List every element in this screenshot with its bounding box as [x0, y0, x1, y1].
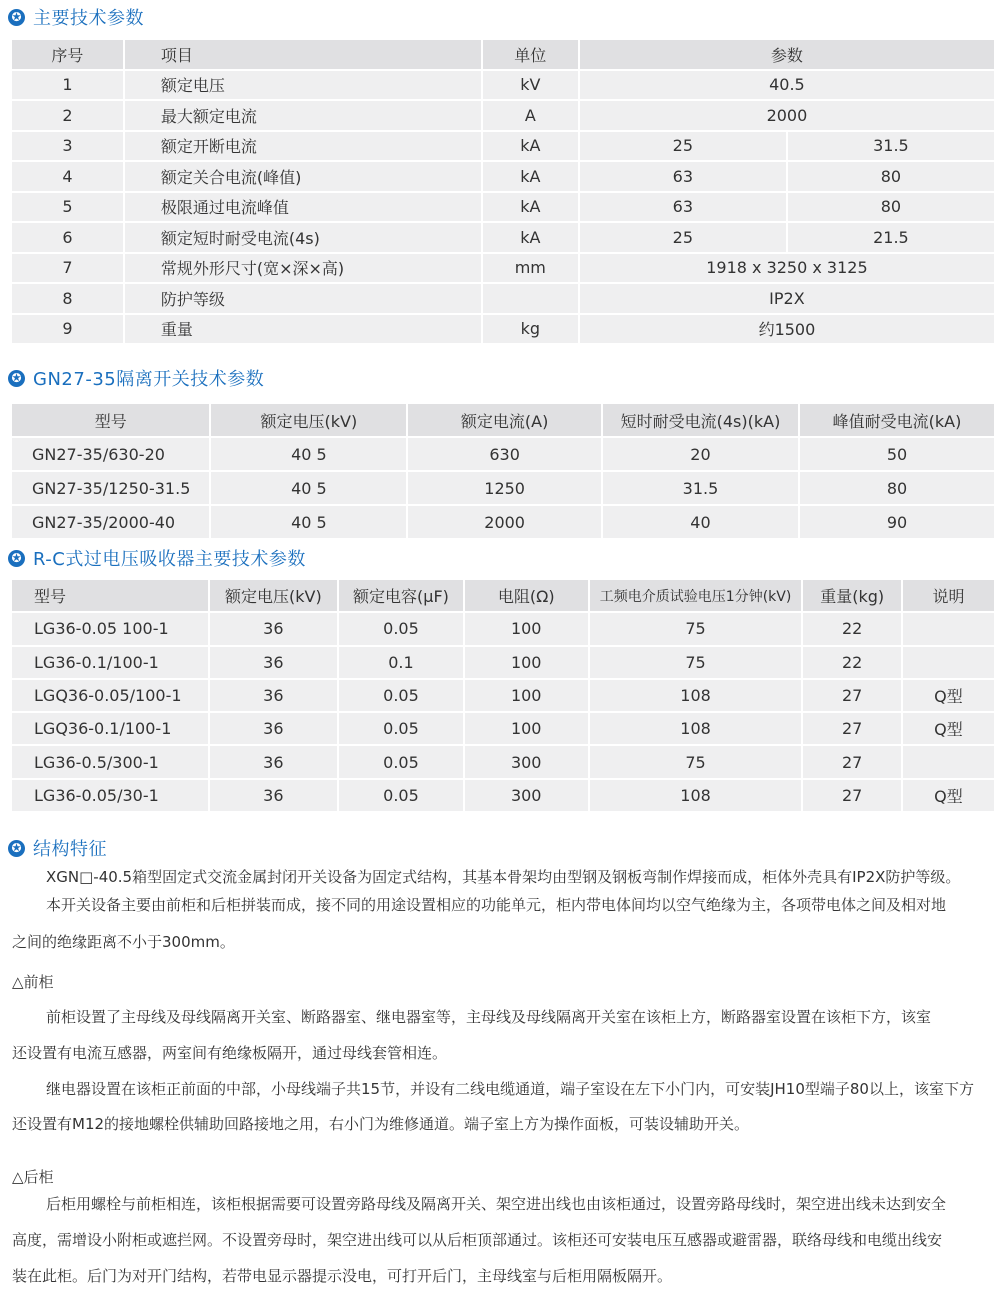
cell-item: 额定关合电流(峰值): [125, 162, 481, 191]
header-cell: 型号: [12, 404, 209, 436]
header-cell: 额定电压(kV): [210, 580, 338, 611]
header-cell: 峰值耐受电流(kA): [800, 404, 994, 436]
cell: 36: [210, 713, 338, 744]
cell-value-1: 25: [580, 223, 786, 252]
cell: 40 5: [211, 472, 406, 504]
header-cell: 额定电流(A): [408, 404, 601, 436]
cell: 300: [465, 780, 588, 811]
header-cell: 项目: [125, 40, 481, 69]
table-row: [12, 746, 994, 777]
cell-value: IP2X: [580, 284, 994, 313]
cell-no: 9: [12, 315, 123, 344]
cell-value: 2000: [580, 101, 994, 130]
table-row: [12, 506, 994, 538]
cell-value-1: 25: [580, 132, 786, 161]
table-header-row: [12, 580, 994, 611]
subheading-front-cabinet: △前柜: [12, 973, 54, 991]
header-cell: 工频电介质试验电压1分钟(kV): [590, 580, 802, 611]
main-params-table: [10, 38, 995, 345]
cell: [903, 647, 994, 678]
cell: 36: [210, 613, 338, 644]
cell: 36: [210, 780, 338, 811]
cell-model: GN27-35/2000-40: [12, 506, 209, 538]
cell-no: 1: [12, 71, 123, 100]
cell-item: 常规外形尺寸(宽×深×高): [125, 254, 481, 283]
cell-unit: [483, 284, 578, 313]
table-row: [12, 193, 994, 222]
cell: 100: [465, 647, 588, 678]
cell-value-2: 80: [788, 162, 994, 191]
cell: 630: [408, 438, 601, 470]
cell-model: LGQ36-0.1/100-1: [12, 713, 208, 744]
section-heading-main-params: [8, 3, 144, 31]
cell: 40: [603, 506, 798, 538]
cell-value-2: 80: [788, 193, 994, 222]
cell-item: 额定电压: [125, 71, 481, 100]
table-row: [12, 223, 994, 252]
table-header-row: [12, 404, 994, 436]
paragraph-line: 后柜用螺栓与前柜相连，该柜根据需要可设置旁路母线及隔离开关、架空进出线也由该柜通过，设置旁路母线时，架空进出线未达到安全: [46, 1195, 947, 1213]
cell-model: LG36-0.5/300-1: [12, 746, 208, 777]
cell-item: 额定开断电流: [125, 132, 481, 161]
rc-absorber-table: [10, 578, 995, 813]
paragraph-line: 本开关设备主要由前柜和后柜拼装而成，接不同的用途设置相应的功能单元，柜内带电体间均以空气绝缘为主，各项带电体之间及相对地: [46, 896, 947, 914]
cell: 108: [590, 780, 802, 811]
cell: Q型: [903, 780, 994, 811]
paragraph-line: 继电器设置在该柜正前面的中部，小母线端子共15节，并设有二线电缆通道，端子室设在左下小门内，可安装JH10型端子80以上，该室下方: [46, 1080, 974, 1098]
cell: 0.05: [339, 780, 463, 811]
cell: 80: [800, 472, 994, 504]
cell-item: 额定短时耐受电流(4s): [125, 223, 481, 252]
cell: 40 5: [211, 506, 406, 538]
paragraph-line: 高度，需增设小附柜或遮拦网。不设置旁母时，架空进出线可以从后柜顶部通过。该柜还可安装电压互感器或避雷器，联络母线和电缆出线安: [12, 1231, 943, 1249]
table-row: [12, 613, 994, 644]
section-heading-rc-absorber: [8, 544, 306, 572]
cell: 100: [465, 613, 588, 644]
cell: 75: [590, 746, 802, 777]
cell: 90: [800, 506, 994, 538]
cell: [903, 613, 994, 644]
cell-model: LG36-0.05/30-1: [12, 780, 208, 811]
cell-no: 5: [12, 193, 123, 222]
header-cell: 额定电容(μF): [339, 580, 463, 611]
cell-no: 2: [12, 101, 123, 130]
cell: 31.5: [603, 472, 798, 504]
section-title: 结构特征: [33, 839, 107, 860]
cell-no: 8: [12, 284, 123, 313]
cell-value: 约1500: [580, 315, 994, 344]
paragraph-line: 之间的绝缘距离不小于300mm。: [12, 933, 235, 951]
cell-model: GN27-35/630-20: [12, 438, 209, 470]
cell: 40 5: [211, 438, 406, 470]
cell-model: GN27-35/1250-31.5: [12, 472, 209, 504]
cell-unit: A: [483, 101, 578, 130]
paragraph-line: 还设置有电流互感器，两室间有绝缘板隔开，通过母线套管相连。: [12, 1044, 448, 1062]
section-title: GN27-35隔离开关技术参数: [33, 369, 265, 390]
paragraph-line: 还设置有M12的接地螺栓供辅助回路接地之用，右小门为维修通道。端子室上方为操作面板，可装设辅助开关。: [12, 1115, 750, 1133]
cell-item: 极限通过电流峰值: [125, 193, 481, 222]
cell-unit: mm: [483, 254, 578, 283]
cell: 36: [210, 647, 338, 678]
cell-no: 3: [12, 132, 123, 161]
table-row: [12, 284, 994, 313]
header-cell: 额定电压(kV): [211, 404, 406, 436]
cell-model: LG36-0.1/100-1: [12, 647, 208, 678]
cell: [903, 746, 994, 777]
section-heading-gn27: [8, 364, 264, 392]
table-row: [12, 315, 994, 344]
cell-unit: kA: [483, 223, 578, 252]
star-icon: ✪: [8, 370, 25, 387]
table-row: [12, 101, 994, 130]
cell: 36: [210, 746, 338, 777]
table-row: [12, 71, 994, 100]
table-header-row: [12, 40, 994, 69]
star-icon: ✪: [8, 840, 25, 857]
cell-no: 6: [12, 223, 123, 252]
cell-value-2: 31.5: [788, 132, 994, 161]
cell: 300: [465, 746, 588, 777]
star-icon: ✪: [8, 9, 25, 26]
cell: 108: [590, 680, 802, 711]
cell-no: 4: [12, 162, 123, 191]
paragraph-intro: XGN□-40.5箱型固定式交流金属封闭开关设备为固定式结构，其基本骨架均由型钢及钢板弯制作焊接而成，柜体外壳具有IP2X防护等级。: [46, 868, 961, 886]
cell: 22: [803, 647, 901, 678]
header-cell: 重量(kg): [803, 580, 901, 611]
cell: 20: [603, 438, 798, 470]
subheading-rear-cabinet: △后柜: [12, 1168, 54, 1186]
cell: 36: [210, 680, 338, 711]
table-row: [12, 647, 994, 678]
cell-model: LG36-0.05 100-1: [12, 613, 208, 644]
cell-item: 重量: [125, 315, 481, 344]
table-row: [12, 438, 994, 470]
header-cell: 说明: [903, 580, 994, 611]
cell: 100: [465, 713, 588, 744]
gn27-params-table: [10, 402, 995, 540]
table-row: [12, 713, 994, 744]
cell: 50: [800, 438, 994, 470]
section-title: 主要技术参数: [33, 8, 144, 29]
cell-item: 最大额定电流: [125, 101, 481, 130]
cell: Q型: [903, 713, 994, 744]
header-cell: 型号: [12, 580, 208, 611]
paragraph-line: 装在此柜。后门为对开门结构，若带电显示器提示没电，可打开后门，主母线室与后柜用隔板隔开。: [12, 1267, 673, 1285]
cell: 100: [465, 680, 588, 711]
cell-unit: kV: [483, 71, 578, 100]
cell: Q型: [903, 680, 994, 711]
table-row: [12, 132, 994, 161]
cell: 0.05: [339, 613, 463, 644]
cell: 0.05: [339, 680, 463, 711]
header-cell: 单位: [483, 40, 578, 69]
cell: 0.05: [339, 746, 463, 777]
cell: 75: [590, 613, 802, 644]
cell-unit: kA: [483, 193, 578, 222]
cell: 27: [803, 713, 901, 744]
cell-unit: kg: [483, 315, 578, 344]
cell-item: 防护等级: [125, 284, 481, 313]
paragraph-line: 前柜设置了主母线及母线隔离开关室、断路器室、继电器室等，主母线及母线隔离开关室在该柜上方，断路器室设置在该柜下方，该室: [46, 1008, 932, 1026]
cell: 27: [803, 780, 901, 811]
cell: 27: [803, 746, 901, 777]
table-row: [12, 254, 994, 283]
header-cell: 电阻(Ω): [465, 580, 588, 611]
cell-value: 1918 x 3250 x 3125: [580, 254, 994, 283]
section-heading-structure: [8, 834, 107, 862]
cell-value-1: 63: [580, 162, 786, 191]
cell: 0.1: [339, 647, 463, 678]
cell-value: 40.5: [580, 71, 994, 100]
star-icon: ✪: [8, 550, 25, 567]
table-row: [12, 680, 994, 711]
table-row: [12, 162, 994, 191]
header-cell: 参数: [580, 40, 994, 69]
cell: 27: [803, 680, 901, 711]
cell-value-2: 21.5: [788, 223, 994, 252]
table-row: [12, 780, 994, 811]
cell-no: 7: [12, 254, 123, 283]
cell: 0.05: [339, 713, 463, 744]
cell-unit: kA: [483, 132, 578, 161]
cell: 1250: [408, 472, 601, 504]
cell-unit: kA: [483, 162, 578, 191]
header-cell: 短时耐受电流(4s)(kA): [603, 404, 798, 436]
cell-value-1: 63: [580, 193, 786, 222]
section-title: R-C式过电压吸收器主要技术参数: [33, 549, 306, 570]
cell: 108: [590, 713, 802, 744]
cell-model: LGQ36-0.05/100-1: [12, 680, 208, 711]
table-row: [12, 472, 994, 504]
cell: 75: [590, 647, 802, 678]
cell: 22: [803, 613, 901, 644]
header-cell: 序号: [12, 40, 123, 69]
cell: 2000: [408, 506, 601, 538]
